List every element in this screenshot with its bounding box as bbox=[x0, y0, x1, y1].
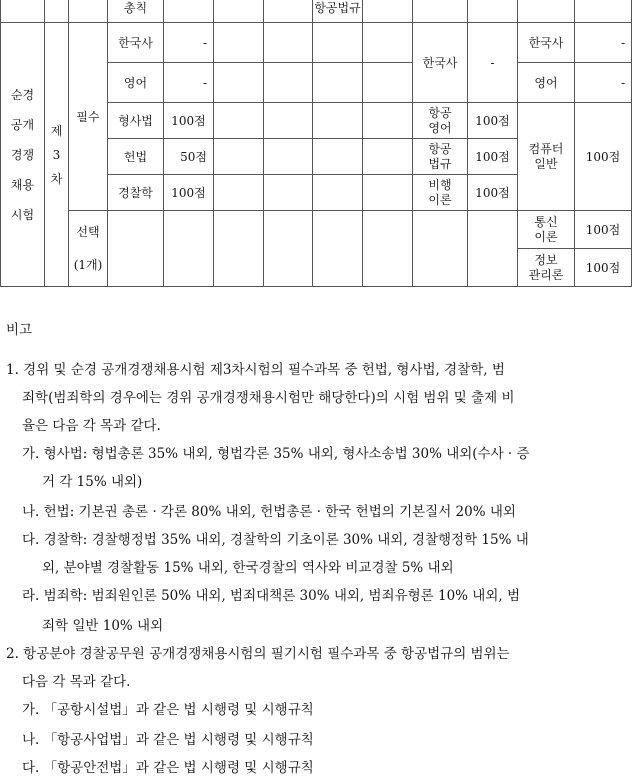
table-cell bbox=[264, 103, 313, 139]
table-cell bbox=[264, 63, 313, 103]
note-line: 나. 「항공사업법」과 같은 법 시행령 및 시행규칙 bbox=[22, 732, 314, 748]
table-cell bbox=[313, 23, 363, 63]
subject-cell: 한국사 bbox=[518, 23, 575, 63]
table-cell bbox=[575, 0, 632, 23]
subject-cell: 영어 bbox=[518, 63, 575, 103]
table-cell bbox=[264, 211, 313, 287]
score-cell: 100점 bbox=[164, 103, 214, 139]
subject-cell: 한국사 bbox=[108, 23, 164, 63]
table-cell bbox=[164, 211, 214, 287]
score-cell: 100점 bbox=[164, 175, 214, 211]
subject-cell: 형사법 bbox=[108, 103, 164, 139]
table-cell bbox=[468, 211, 518, 287]
subject-cell: 컴퓨터 일반 bbox=[518, 103, 575, 211]
table-cell bbox=[518, 0, 575, 23]
score-cell: 100점 bbox=[575, 103, 632, 211]
subject-cell: 항공 영어 bbox=[413, 103, 468, 139]
score-cell: 100점 bbox=[468, 103, 518, 139]
note-line: 2. 항공분야 경찰공무원 공개경쟁채용시험의 필기시험 필수과목 중 항공법규의 범위는 bbox=[6, 646, 510, 662]
stage-label: 제 3 차 bbox=[45, 23, 69, 287]
score-cell: 100점 bbox=[468, 175, 518, 211]
table-cell bbox=[264, 175, 313, 211]
table-cell bbox=[363, 211, 413, 287]
score-cell: - bbox=[468, 23, 518, 103]
subject-cell: 통신 이론 bbox=[518, 211, 575, 249]
subject-cell: 한국사 bbox=[413, 23, 468, 103]
table-cell bbox=[313, 103, 363, 139]
table-cell bbox=[264, 139, 313, 175]
note-line: 나. 헌법: 기본권 총론 · 각론 80% 내외, 헌법총론 · 한국 헌법의 기본질서 20% 내외 bbox=[22, 504, 516, 520]
note-line: 다. 「항공안전법」과 같은 법 시행령 및 시행규칙 bbox=[22, 760, 314, 776]
elective-label: 선택 (1개) bbox=[69, 211, 108, 287]
note-line: 라. 범죄학: 범죄원인론 50% 내외, 범죄대책론 30% 내외, 범죄유형론 10% 내외, 범 bbox=[22, 588, 521, 604]
table-cell bbox=[413, 0, 468, 23]
note-line: 죄학(범죄학의 경우에는 경위 공개경쟁채용시험만 해당한다)의 시험 범위 및 출제 비 bbox=[22, 390, 515, 406]
table-cell bbox=[363, 103, 413, 139]
table-cell bbox=[214, 211, 264, 287]
notes-title: 비고 bbox=[6, 322, 33, 338]
general-subject-label: 총칙 bbox=[108, 0, 164, 23]
subject-cell: 헌법 bbox=[108, 139, 164, 175]
note-line: 거 각 15% 내외) bbox=[42, 474, 143, 490]
table-cell bbox=[214, 139, 264, 175]
note-line: 외, 분야별 경찰활동 15% 내외, 한국경찰의 역사와 비교경찰 5% 내외 bbox=[42, 560, 454, 576]
score-cell: 100점 bbox=[468, 139, 518, 175]
table-cell bbox=[214, 175, 264, 211]
note-line: 죄학 일반 10% 내외 bbox=[42, 618, 164, 634]
aviation-law-label: 항공법규 bbox=[313, 0, 363, 23]
table-cell bbox=[164, 0, 214, 23]
table-cell bbox=[264, 23, 313, 63]
table-cell bbox=[313, 63, 363, 103]
table-cell bbox=[363, 63, 413, 103]
table-cell bbox=[363, 139, 413, 175]
required-label: 필수 bbox=[69, 23, 108, 211]
table-row bbox=[1, 23, 632, 63]
score-cell: - bbox=[575, 63, 632, 103]
subject-cell: 정보 관리론 bbox=[518, 249, 575, 287]
score-cell: 100점 bbox=[575, 249, 632, 287]
subject-cell: 항공 법규 bbox=[413, 139, 468, 175]
score-cell: - bbox=[575, 23, 632, 63]
table-cell bbox=[45, 0, 69, 23]
table-cell bbox=[214, 23, 264, 63]
subject-cell: 경찰학 bbox=[108, 175, 164, 211]
table-cell bbox=[214, 0, 264, 23]
score-cell: - bbox=[164, 63, 214, 103]
note-line: 율은 다음 각 목과 같다. bbox=[22, 418, 161, 434]
table-cell bbox=[313, 211, 363, 287]
note-line: 다. 경찰학: 경찰행정법 35% 내외, 경찰학의 기초이론 30% 내외, 경찰행정학 15% 내 bbox=[22, 532, 529, 548]
note-line: 다음 각 목과 같다. bbox=[22, 674, 131, 690]
table-row bbox=[1, 0, 632, 23]
table-cell bbox=[1, 0, 45, 23]
note-line: 가. 「공항시설법」과 같은 법 시행령 및 시행규칙 bbox=[22, 702, 314, 718]
table-cell bbox=[214, 103, 264, 139]
subject-cell: 영어 bbox=[108, 63, 164, 103]
table-row bbox=[1, 211, 632, 249]
table-cell bbox=[264, 0, 313, 23]
table-cell bbox=[363, 0, 413, 23]
exam-subject-table bbox=[0, 0, 632, 287]
table-cell bbox=[69, 0, 108, 23]
table-cell bbox=[108, 211, 164, 287]
table-cell bbox=[214, 63, 264, 103]
table-cell bbox=[363, 175, 413, 211]
note-line: 가. 형사법: 형법총론 35% 내외, 형법각론 35% 내외, 형사소송법 30% 내외(수사 · 증 bbox=[22, 446, 530, 462]
note-line: 1. 경위 및 순경 공개경쟁채용시험 제3차시험의 필수과목 중 헌법, 형사법, 경찰학, 범 bbox=[6, 362, 505, 378]
subject-cell: 비행 이론 bbox=[413, 175, 468, 211]
score-cell: - bbox=[164, 23, 214, 63]
table-cell bbox=[363, 23, 413, 63]
table-cell bbox=[468, 0, 518, 23]
score-cell: 50점 bbox=[164, 139, 214, 175]
table-cell bbox=[413, 211, 468, 287]
table-cell bbox=[313, 175, 363, 211]
score-cell: 100점 bbox=[575, 211, 632, 249]
table-cell bbox=[313, 139, 363, 175]
section-label: 순경 공개 경쟁 채용 시험 bbox=[1, 23, 45, 287]
